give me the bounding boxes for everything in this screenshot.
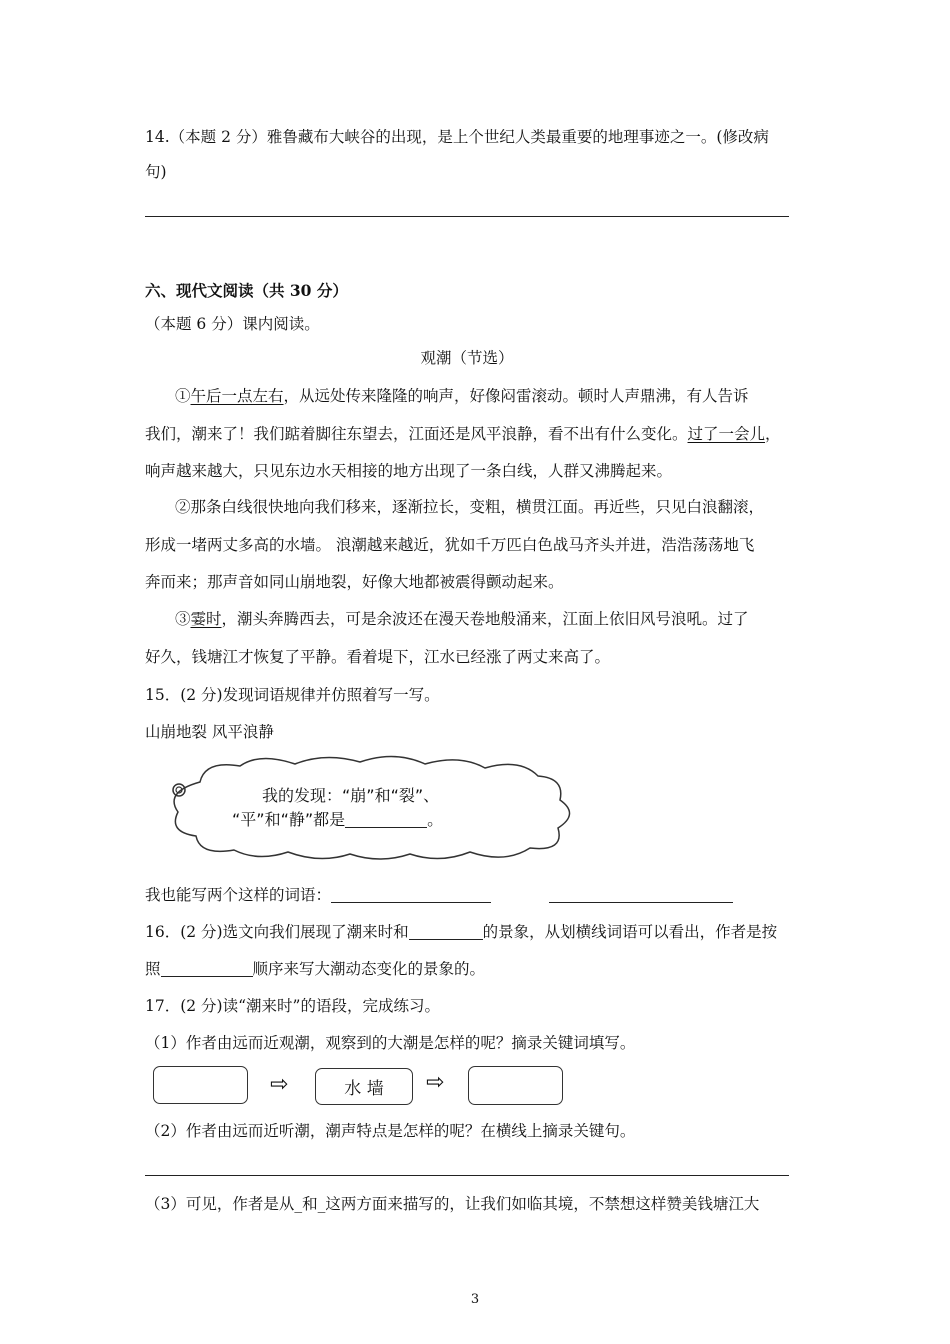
- page-number: 3: [470, 1292, 480, 1307]
- cloud-line1: 我的发现：“崩”和“裂”、: [262, 786, 440, 805]
- passage-p1-line3: 响声越来越大，只见东边水天相接的地方出现了一条白线，人群又沸腾起来。: [145, 462, 673, 480]
- underlined-time-word: 过了一会儿: [687, 425, 766, 443]
- q17-sub2: （2）作者由远而近听潮，潮声特点是怎样的呢？在横线上摘录关键句。: [145, 1122, 636, 1140]
- passage-p2-line3: 奔而来；那声音如同山崩地裂，好像大地都被震得颤动起来。: [145, 573, 564, 591]
- q15-stem: 15．(2 分)发现词语规律并仿照着写一写。: [145, 686, 440, 704]
- q17-sub3: （3）可见，作者是从_和_这两方面来描写的，让我们如临其境，不禁想这样赞美钱塘江大: [145, 1195, 760, 1213]
- passage-p2-line2: 形成一堵两丈多高的水墙。 浪潮越来越近，犹如千万匹白色战马齐头并进，浩浩荡荡地飞: [145, 536, 755, 554]
- answer-box-2[interactable]: [468, 1066, 563, 1105]
- passage-p1-line2: 我们，潮来了！我们踮着脚往东望去，江面还是风平浪静，看不出有什么变化。过了一会儿，: [145, 425, 781, 443]
- q15-write-line: 我也能写两个这样的词语：: [145, 885, 733, 905]
- passage-title: 观潮（节选）: [420, 349, 514, 367]
- answer-box-1[interactable]: [153, 1066, 248, 1104]
- right-arrow-icon: ⇨: [426, 1070, 445, 1095]
- q14-answer-line[interactable]: [145, 216, 789, 217]
- right-arrow-icon: ⇨: [270, 1072, 289, 1097]
- q16-blank-2[interactable]: [161, 960, 253, 977]
- underlined-time-word: 霎时: [190, 610, 222, 628]
- q15-words: 山崩地裂 风平浪静: [145, 723, 274, 741]
- underlined-time-word: 午后一点左右: [190, 387, 284, 405]
- passage-p1-line1: ①午后一点左右，从远处传来隆隆的响声，好像闷雷滚动。顿时人声鼎沸，有人告诉: [175, 387, 749, 405]
- cloud-line2: “平”和“静”都是 。: [232, 810, 444, 829]
- q17-sub1: （1）作者由远而近观潮，观察到的大潮是怎样的呢？摘录关键词填写。: [145, 1034, 636, 1052]
- q15-blank-1[interactable]: [331, 886, 491, 903]
- water-wall-box: 水 墙: [315, 1068, 413, 1105]
- section-heading: 六、现代文阅读（共 30 分）: [145, 281, 348, 300]
- q15-blank-2[interactable]: [549, 886, 733, 903]
- passage-p3-line2: 好久，钱塘江才恢复了平静。看着堤下，江水已经涨了两丈来高了。: [145, 648, 611, 666]
- cloud-blank[interactable]: [345, 811, 427, 828]
- q17-stem: 17．(2 分)读“潮来时”的语段，完成练习。: [145, 997, 440, 1015]
- section-intro: （本题 6 分）课内阅读。: [145, 315, 320, 333]
- q16-line1: 16．(2 分)选文向我们展现了潮来时和 的景象，从划横线词语可以看出，作者是按: [145, 923, 778, 941]
- q14-line2: 句): [145, 163, 167, 181]
- passage-p2-line1: ②那条白线很快地向我们移来，逐渐拉长，变粗，横贯江面。再近些，只见白浪翻滚，: [175, 498, 765, 516]
- passage-p3-line1: ③霎时，潮头奔腾西去，可是余波还在漫天卷地般涌来，江面上依旧风号浪吼。过了: [175, 610, 749, 628]
- q14-line1: 14.（本题 2 分）雅鲁藏布大峡谷的出现，是上个世纪人类最重要的地理事迹之一。(修改病: [145, 128, 769, 146]
- q17-answer-line[interactable]: [145, 1175, 789, 1176]
- q16-line2: 照 顺序来写大潮动态变化的景象的。: [145, 960, 486, 978]
- q16-blank-1[interactable]: [409, 923, 483, 940]
